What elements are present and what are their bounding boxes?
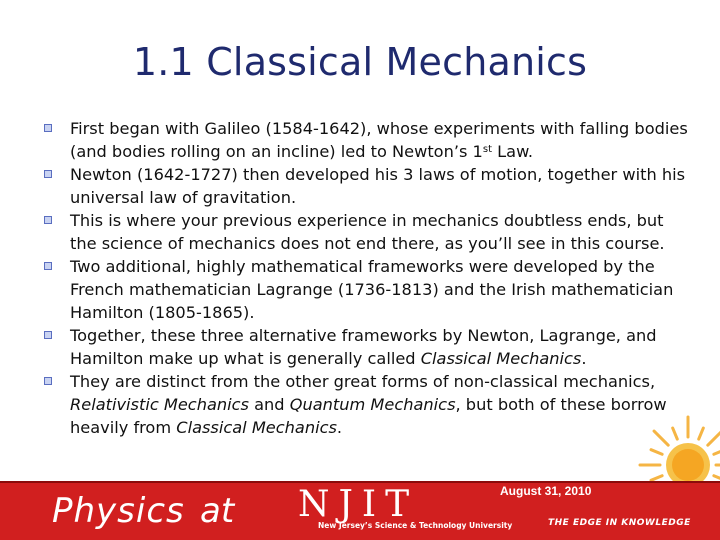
bullet-item [58, 255, 688, 324]
superscript-text: st [482, 144, 493, 155]
footer-banner [0, 481, 720, 540]
bullet-item [58, 370, 688, 439]
sun-ray [651, 450, 662, 455]
bullet-item [58, 117, 688, 163]
sun-ray [714, 476, 720, 481]
sun-ray [714, 450, 720, 455]
njit-logo: NJIT [298, 484, 419, 525]
sun-ray [651, 476, 662, 481]
text-run: Law. [492, 142, 533, 161]
bullet-item [58, 209, 688, 255]
bullet-item [58, 163, 688, 209]
bullet-text [70, 324, 688, 370]
text-run: Together, these three alternative frameworks by Newton, Lagrange, and Hamilton make up what is generally called [70, 326, 657, 368]
bullet-text [70, 117, 688, 163]
text-run: First began with Galileo (1584-1642), whose experiments with falling bodies (and bodies rolling on an incline) led to Newton’s 1 [70, 119, 688, 161]
sun-ray [673, 428, 678, 439]
checkbox-bullet-icon [44, 377, 52, 385]
text-run: . [581, 349, 587, 368]
text-run: and [248, 395, 290, 414]
bullet-text [70, 209, 688, 255]
slide-title: 1.1 Classical Mechanics [132, 40, 588, 84]
text-run: They are distinct from the other great forms of non-classical mechanics, [70, 372, 656, 391]
physics-logo-text: Physics [52, 491, 185, 531]
bullet-text [70, 370, 688, 439]
bullet-text [70, 163, 688, 209]
text-run: , but both of these borrow heavily from [70, 395, 667, 437]
checkbox-bullet-icon [44, 262, 52, 270]
checkbox-bullet-icon [44, 331, 52, 339]
sun-ray [654, 431, 668, 445]
tagline: THE EDGE IN KNOWLEDGE [548, 518, 691, 528]
bullet-list [58, 117, 688, 439]
checkbox-bullet-icon [44, 124, 52, 132]
njit-subtitle: New Jersey’s Science & Technology University [318, 521, 513, 530]
italic-term: Classical Mechanics [176, 418, 337, 437]
italic-term: Classical Mechanics [420, 349, 582, 368]
text-run: . [336, 418, 343, 437]
sun-ray [708, 431, 720, 445]
checkbox-bullet-icon [44, 216, 52, 224]
text-run: Newton (1642-1727) then developed his 3 laws of motion, together with his universal law of gravitation. [70, 165, 686, 207]
slide-date: August 31, 2010 [500, 484, 592, 498]
checkbox-bullet-icon [44, 170, 52, 178]
text-run: Two additional, highly mathematical frameworks were developed by the French mathematician Lagrange (1736-1813) and the Irish mathematician Hamilton (1805-1865). [70, 257, 674, 322]
footer-top-strip [0, 481, 720, 483]
italic-term: Quantum Mechanics [289, 395, 456, 414]
italic-term: Relativistic Mechanics [70, 395, 249, 414]
bullet-text [70, 255, 688, 324]
text-run: This is where your previous experience in mechanics doubtless ends, but the science of mechanics does not end there, as you’ll see in this course. [70, 211, 665, 253]
sun-ray [699, 428, 704, 439]
at-logo-text: at [200, 491, 235, 531]
bullet-item [58, 324, 688, 370]
